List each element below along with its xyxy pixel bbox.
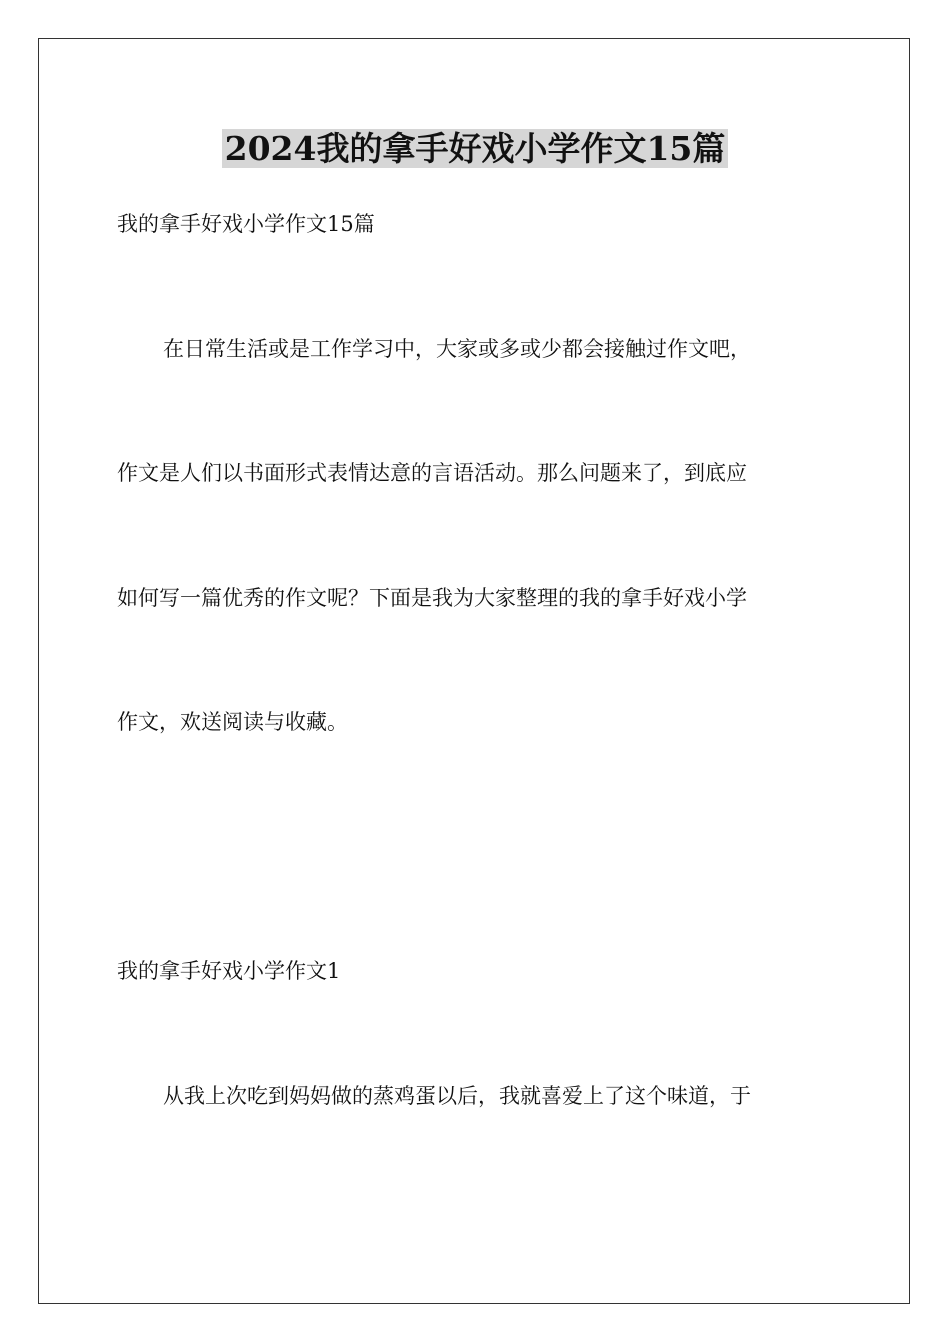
intro-line-2: 作文是人们以书面形式表情达意的言语活动。那么问题来了，到底应 — [117, 461, 747, 485]
intro-line-1: 在日常生活或是工作学习中，大家或多或少都会接触过作文吧， — [163, 337, 751, 361]
document-title-text: 2024我的拿手好戏小学作文15篇 — [222, 129, 729, 168]
section-paragraph-line-1: 从我上次吃到妈妈做的蒸鸡蛋以后，我就喜爱上了这个味道，于 — [163, 1084, 751, 1108]
section-heading: 我的拿手好戏小学作文1 — [117, 959, 341, 983]
intro-line-3: 如何写一篇优秀的作文呢？下面是我为大家整理的我的拿手好戏小学 — [117, 586, 747, 610]
intro-line-4: 作文，欢送阅读与收藏。 — [117, 710, 348, 734]
document-title — [0, 124, 950, 174]
document-subtitle: 我的拿手好戏小学作文15篇 — [117, 212, 375, 236]
